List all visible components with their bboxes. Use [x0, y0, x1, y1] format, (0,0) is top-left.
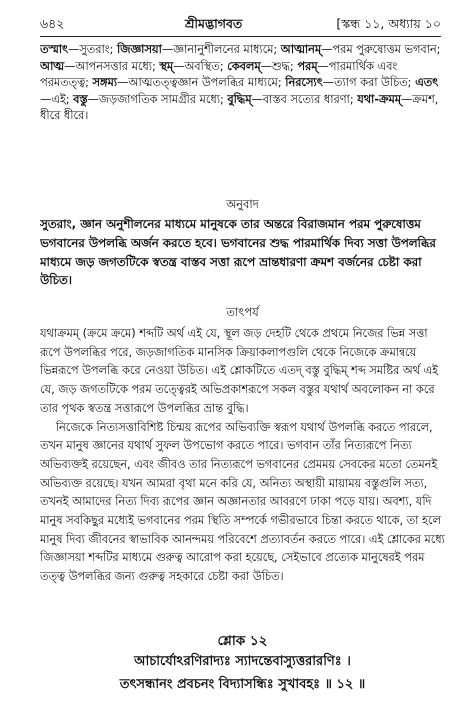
synonym-meaning: —ত্যাগ করা উচিত; [322, 76, 416, 90]
synonym-word: আত্মানম্ [280, 43, 322, 56]
synonym-word: স্থম্ [159, 59, 174, 73]
synonym-word: নিরস্যেৎ [285, 76, 323, 90]
synonym-word: তস্মাৎ [40, 43, 69, 56]
purport-section [40, 325, 445, 625]
synonym-word: যথা-ক্রমম্ [357, 92, 401, 106]
verse-line: আচার্যোঽরণিরাদ্যঃ স্যাদন্তেবাস্যুত্তরারণিঃ । [134, 654, 351, 669]
synonym-meaning: —পরম পুরুষোত্তম ভগবান; [321, 43, 441, 56]
synonym-entry [159, 60, 227, 73]
synonym-word: কেবলম্ [227, 59, 261, 73]
synonym-word: জিজ্ঞাসয়া [117, 43, 162, 56]
synonym-meaning: —শুদ্ধ; [260, 59, 298, 73]
synonym-meaning: —বাস্তব সত্যের ধারণা; [251, 92, 358, 106]
synonym-entry [227, 93, 357, 106]
synonym-word: এতৎ [415, 76, 439, 90]
page-number: ৬৪২ [40, 16, 65, 31]
synonym-meaning: —সুতরাং; [68, 43, 118, 56]
synonym-meaning: —জ্ঞানানুশীলনের মাধ্যমে; [161, 43, 281, 56]
synonym-meaning: —এই; [40, 92, 74, 106]
synonym-entry [40, 43, 117, 56]
synonym-entry [73, 93, 227, 106]
synonym-entry [285, 76, 415, 89]
synonym-word: আত্ম [40, 59, 65, 73]
synonym-meaning: —জড়জাগতিক সামগ্রীর মধ্যে; [87, 92, 228, 106]
synonym-entry [281, 43, 441, 56]
page-header [40, 12, 441, 37]
synonym-entry [93, 76, 286, 89]
translation-text: সুতরাং, জ্ঞান অনুশীলনের মাধ্যমে মানুষকে তার অন্তরে বিরাজমান পরম পুরুষোত্তম ভগবানের উপলব্ধি অর্জন করতে হবে। ভগবানের শুদ্ধ পারমার্থিক দিব্য সত্তা উপলব্ধির মাধ্যমে জড় জগতটিকে স্বতন্ত্র বাস্তব সত্তা রূপে ভ্রান্তধারণা ক্রমশ বর্জনের চেষ্টা করা উচিত। [40, 217, 436, 288]
synonym-meaning: —পারমার্থিক এবং পরমতত্ত্ব; [40, 59, 398, 90]
synonym-word: সঙ্গম্য [92, 76, 118, 90]
synonym-word: পরম্ [297, 59, 318, 73]
chapter-reference: [স্কন্ধ ১১, অধ্যায় ১০ [336, 16, 441, 31]
synonym-entry [117, 43, 281, 56]
purport-heading: তাৎপর্য [226, 305, 259, 319]
synonym-meaning: —আত্মতত্ত্বজ্ঞান উপলব্ধির মাধ্যমে; [117, 76, 286, 90]
synonym-entry [40, 60, 159, 73]
synonym-word: বস্তু [73, 92, 88, 106]
synonym-meaning: —আপনসত্তার মধ্যে; [64, 59, 160, 73]
verse-line: তৎসন্ধানং প্রবচনং বিদ্যাসন্ধিঃ সুখাবহঃ ॥ ১২ ॥ [119, 677, 366, 692]
synonym-word: বুদ্ধিম্ [227, 92, 252, 106]
purport-paragraph: নিজেকে নিত্যসত্তাবিশিষ্ট চিন্ময় রূপের অভিব্যক্তি স্বরূপ যথার্থ উপলব্ধি করতে পারলে, তখন মানুষ জ্ঞানের যথার্থ সুফল উপভোগ করতে পারে। ভগবান তাঁর নিত্যরূপে নিত্য অভিব্যক্তই রয়েছেন, এবং জীবও তার নিত্যরূপে ভগবানের প্রেমময় সেবকের মতো তেমনই অভিব্যক্ত রয়েছে। যখন আমরা বৃথা মনে করি যে, অনিত্য অস্থায়ী মায়াময় বস্তুগুলি সত্য, তখনই আমাদের নিত্য দিব্য রূপের জ্ঞান অজ্ঞানতার আবরণে ঢাকা পড়ে যায়। অবশ্য, যদি মানুষ সবকিছুর মধ্যেই ভগবানের পরম স্থিতি সম্পর্কে গভীরভাবে চিন্তা করতে থাকে, তা হলে মানুষ দিব্য জীবনের স্বাভাবিক আনন্দময় পরিবেশে প্রত্যাবর্তন করতে পারে। এই শ্লোকের মধ্যে জিজ্ঞাসয়া শব্দটির মাধ্যমে গুরুত্ব আরোপ করা হয়েছে, সেইভাবে প্রত্যেক মানুষেরই পরম তত্ত্ব উপলব্ধির জন্য গুরুত্ব সহকারে চেষ্টা করা উচিত। [40, 420, 445, 584]
synonym-meaning: —ক্রমশ, ধীরে ধীরে। [40, 92, 439, 123]
synonyms-section [40, 42, 445, 192]
purport-paragraph: যথাক্রমম্ (ক্রমে ক্রমে) শব্দটি অর্থ এই যে, স্থূল জড় দেহটি থেকে প্রথমে নিজের ভিন্ন সত্তা রূপে উপলব্ধির পরে, জড়জাগতিক মানসিক ক্রিয়াকলাপগুলি থেকে নিজেকে ক্রমান্বয়ে ভিন্নরূপে উপলব্ধি করে নেওয়া উচিত। এই শ্লোকটিতে এতদ্ বস্তু বুদ্ধিম্ শব্দ সমষ্টির অর্থ এই যে, জড় জগতটিকে পরম তত্ত্বেরই অভিপ্রকাশরূপে সকল বস্তুর যথার্থ অবলোকন না করে তার পৃথক স্বতন্ত্র সত্তারূপে উপলব্ধির ভ্রান্ত বুদ্ধি। [40, 327, 438, 415]
synonym-meaning: —অবস্থিত; [173, 59, 228, 73]
translation-heading: অনুবাদ [226, 197, 259, 211]
book-title: শ্রীমদ্ভাগবত [185, 16, 243, 31]
verse-heading: শ্লোক ১২ [217, 633, 268, 649]
synonym-entry [227, 60, 297, 73]
